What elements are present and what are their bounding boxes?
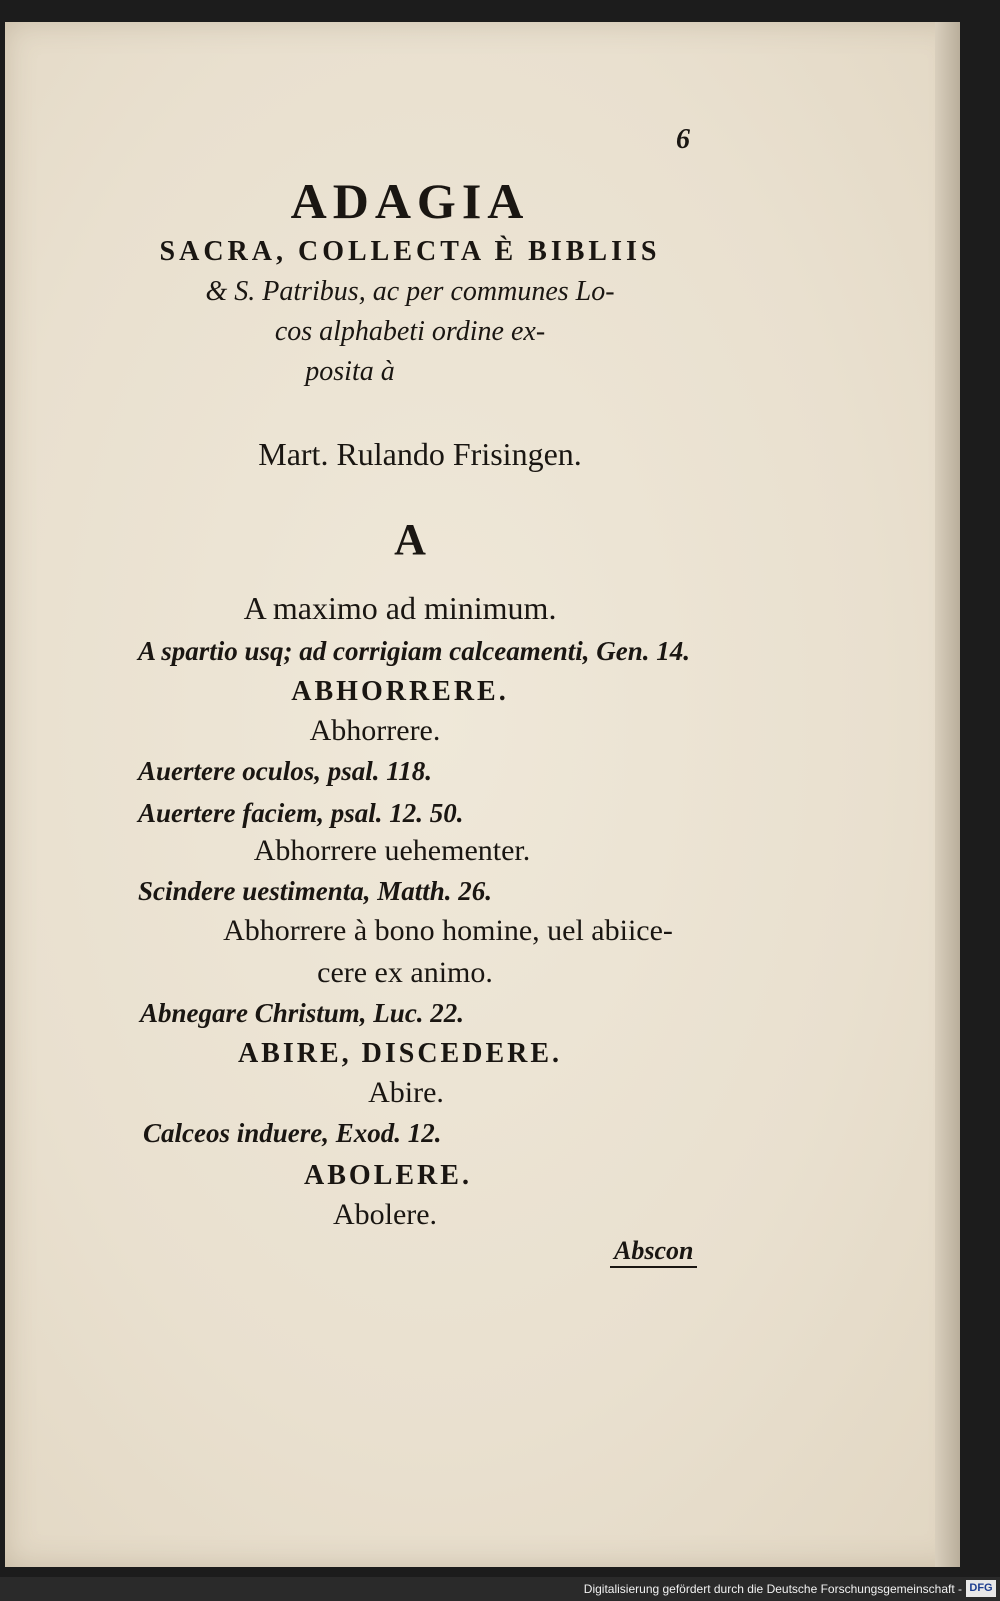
entry-line: A spartio usq; ad corrigiam calceamenti, Gen. 14.	[138, 636, 691, 666]
entry-subheading: Abhorrere.	[309, 714, 441, 747]
footer-bar	[0, 1577, 1000, 1601]
entry-line: Abnegare Christum, Luc. 22.	[140, 998, 465, 1028]
entry-subheading: cere ex animo.	[317, 956, 493, 989]
entry-subheading: Abolere.	[332, 1198, 438, 1231]
page-edge	[935, 22, 960, 1567]
entry-subheading: Abhorrere uehementer.	[253, 834, 531, 867]
dfg-logo-icon: DFG	[966, 1580, 996, 1597]
entry-heading: ABHORRERE.	[291, 676, 509, 707]
subtitle-line-4: posita à	[305, 356, 395, 387]
entry-line: Auertere faciem, psal. 12. 50.	[138, 798, 464, 828]
author-line: Mart. Rulando Frisingen.	[258, 436, 582, 472]
entry-subheading: Abhorrere à bono homine, uel abiice-	[223, 914, 673, 947]
entry-line: A maximo ad minimum.	[243, 590, 557, 626]
entry-line: Calceos induere, Exod. 12.	[143, 1118, 442, 1148]
entry-subheading: Abire.	[368, 1076, 444, 1109]
entry-line: Scindere uestimenta, Matth. 26.	[138, 876, 493, 906]
entry-heading: ABOLERE.	[304, 1160, 472, 1191]
subtitle-line-3: cos alphabeti ordine ex-	[274, 316, 546, 347]
page-title: ADAGIA	[290, 173, 530, 229]
subtitle-line-2: & S. Patribus, ac per communes Lo-	[205, 276, 615, 307]
subtitle-line-1: SACRA, COLLECTA È BIBLIIS	[159, 236, 661, 267]
footer-credit: Digitalisierung gefördert durch die Deutsche Forschungsgemeinschaft -	[583, 1582, 962, 1596]
entry-heading: ABIRE, DISCEDERE.	[237, 1038, 563, 1069]
catchword: Abscon	[610, 1238, 697, 1268]
section-letter: A	[394, 515, 426, 564]
entry-line: Auertere oculos, psal. 118.	[138, 756, 433, 786]
page-number: 6	[676, 124, 690, 155]
